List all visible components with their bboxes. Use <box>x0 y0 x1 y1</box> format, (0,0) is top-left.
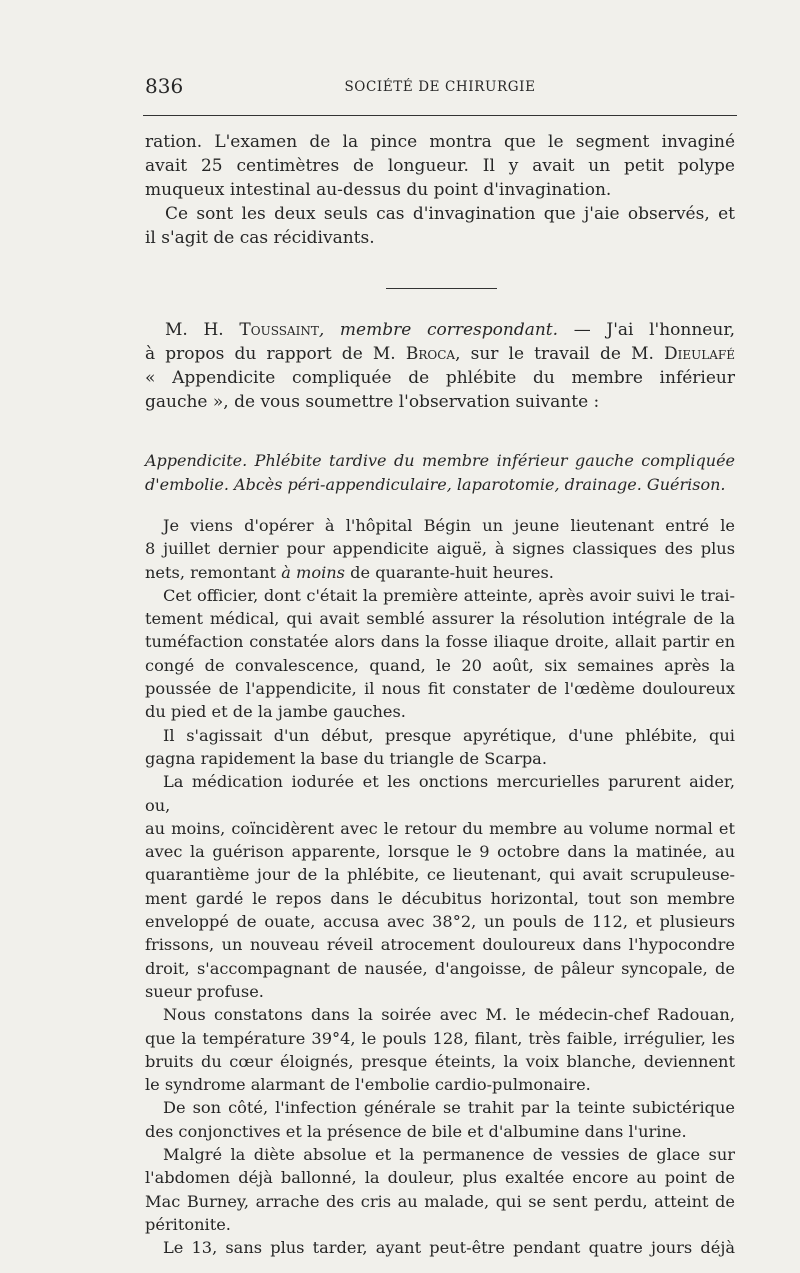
text-line: 8 juillet dernier pour appendicite aiguë, à signes classiques des plus <box>145 539 735 559</box>
text-line: bruits du cœur éloignés, presque éteints, la voix blanche, deviennent <box>145 1051 735 1071</box>
text-line: l'abdomen déjà ballonné, la douleur, plus exaltée encore au point de <box>145 1168 735 1188</box>
text-line: congé de convalescence, quand, le 20 août, six semaines après la <box>145 655 735 675</box>
text-line: des conjonctives et la présence de bile et d'albumine dans l'urine. <box>145 1121 687 1141</box>
text-line: avait 25 centimètres de longueur. Il y avait un petit polype <box>145 156 735 176</box>
text-line: Ce sont les deux seuls cas d'invagination que j'aie observés, et <box>165 204 735 224</box>
reporter-name: Broca <box>405 344 456 364</box>
text-line: Le 13, sans plus tarder, ayant peut-être pendant quatre jours déjà <box>163 1238 735 1258</box>
case-title-line: d'embolie. Abcès péri-appendiculaire, laparotomie, drainage. Guérison. <box>145 475 726 494</box>
text-line: que la température 39°4, le pouls 128, filant, très faible, irrégulier, les <box>145 1028 735 1048</box>
text-line: La médication iodurée et les onctions mercurielles parurent aider, ou, <box>145 772 735 815</box>
text-line: enveloppé de ouate, accusa avec 38°2, un pouls de 112, et plusieurs <box>145 912 735 932</box>
intro-text: à propos du rapport de M. <box>145 344 406 364</box>
text-line <box>145 318 735 342</box>
emphasis: à moins <box>281 562 345 582</box>
text-span: nets, remontant <box>145 562 282 582</box>
text-line: il s'agit de cas récidivants. <box>145 228 375 248</box>
text-line <box>145 342 735 366</box>
case-title <box>145 449 735 497</box>
author-prefix: M. H. <box>165 320 240 340</box>
text-line: Mac Burney, arrache des cris au malade, qui se sent perdu, atteint de <box>145 1191 735 1211</box>
page-header <box>145 74 735 104</box>
text-line: muqueux intestinal au-dessus du point d'invagination. <box>145 180 612 200</box>
running-title: SOCIÉTÉ DE CHIRURGIE <box>344 79 536 95</box>
text-line: le syndrome alarmant de l'embolie cardio-pulmonaire. <box>145 1075 591 1095</box>
header-rule <box>143 115 737 116</box>
intro-text: , sur le travail de M. <box>455 344 665 364</box>
text-line: du pied et de la jambe gauches. <box>145 702 406 722</box>
text-line: frissons, un nouveau réveil atrocement douloureux dans l'hypocondre <box>145 935 735 955</box>
text-line: Cet officier, dont c'était la première atteinte, après avoir suivi le trai- <box>163 585 735 605</box>
communication-intro <box>145 318 735 414</box>
text-line: Je viens d'opérer à l'hôpital Bégin un jeune lieutenant entré le <box>163 516 735 535</box>
text-line: sueur profuse. <box>145 981 264 1001</box>
text-line: droit, s'accompagnant de nausée, d'angoisse, de pâleur syncopale, de <box>145 958 735 978</box>
text-line: quarantième jour de la phlébite, ce lieutenant, qui avait scrupuleuse- <box>145 865 735 885</box>
text-line: au moins, coïncidèrent avec le retour du membre au volume normal et <box>145 818 735 838</box>
text-line: ment gardé le repos dans le décubitus horizontal, tout son membre <box>145 888 735 908</box>
text-line: De son côté, l'infection générale se trahit par la teinte subictérique <box>163 1098 735 1118</box>
work-author-name: Dieulafé <box>664 344 735 364</box>
case-title-line: Appendicite. Phlébite tardive du membre inférieur gauche compliquée <box>145 451 735 470</box>
text-line: tement médical, qui avait semblé assurer la résolution intégrale de la <box>145 609 735 629</box>
author-name: Toussaint <box>239 320 319 340</box>
text-line: ration. L'examen de la pince montra que le segment invaginé <box>145 132 735 152</box>
text-line: péritonite. <box>145 1214 231 1234</box>
text-line: Nous constatons dans la soirée avec M. le médecin-chef Radouan, <box>163 1005 735 1025</box>
text-line: « Appendicite compliquée de phlébite du membre inférieur <box>145 368 735 388</box>
continued-text <box>145 130 735 250</box>
case-body <box>145 514 735 1260</box>
page-number: 836 <box>145 74 184 98</box>
text-line: Il s'agissait d'un début, presque apyrétique, d'une phlébite, qui <box>163 725 735 745</box>
intro-text: — J'ai l'honneur, <box>558 320 735 340</box>
author-role: , membre correspondant. <box>318 320 559 340</box>
text-line: avec la guérison apparente, lorsque le 9 octobre dans la matinée, au <box>145 842 735 862</box>
text-line <box>145 561 735 584</box>
section-separator <box>386 288 497 289</box>
text-line: poussée de l'appendicite, il nous fit constater de l'œdème douloureux <box>145 679 735 699</box>
text-line: gagna rapidement la base du triangle de Scarpa. <box>145 748 547 768</box>
text-line: Malgré la diète absolue et la permanence de vessies de glace sur <box>163 1145 735 1165</box>
text-line: gauche », de vous soumettre l'observation suivante : <box>145 392 600 412</box>
text-line: tuméfaction constatée alors dans la fosse iliaque droite, allait partir en <box>145 632 735 652</box>
text-span: de quarante-huit heures. <box>345 562 554 582</box>
